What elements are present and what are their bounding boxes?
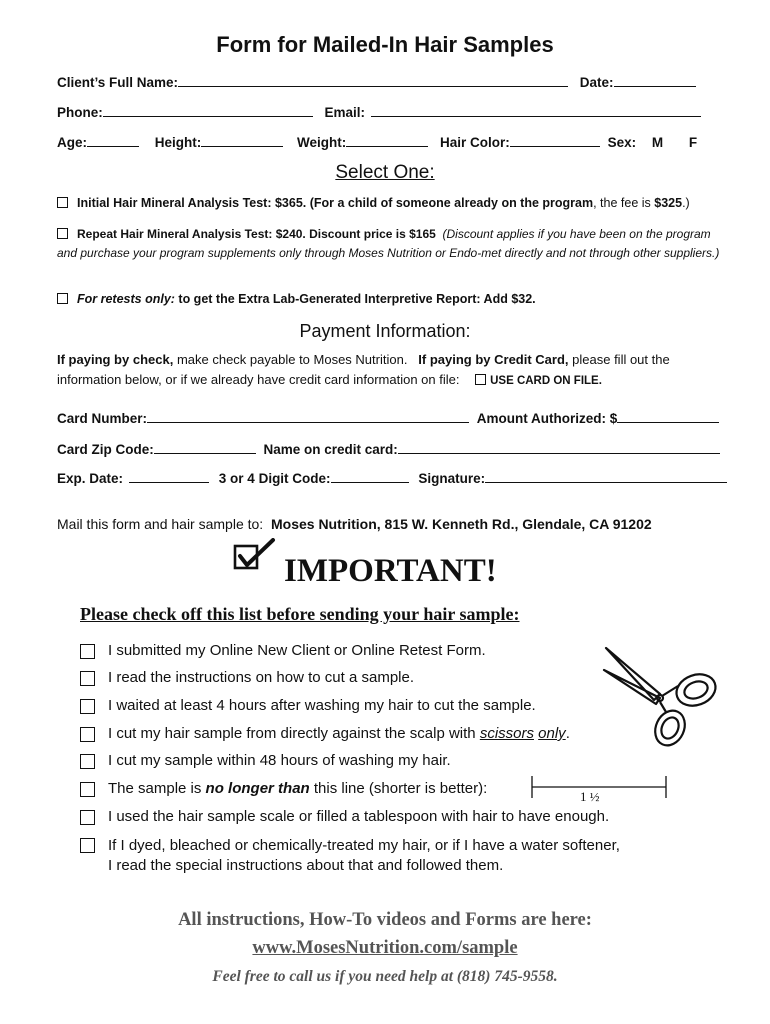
checklist-item[interactable]	[80, 780, 487, 797]
mail-line	[57, 516, 652, 532]
code-label: 3 or 4 Digit Code:	[218, 471, 331, 486]
checkbox-icon[interactable]	[80, 699, 95, 714]
payment-heading: Payment Information:	[299, 321, 471, 341]
measure-line	[530, 774, 670, 802]
option-initial-end: .)	[682, 196, 690, 210]
email-label: Email:	[324, 105, 366, 120]
client-name-row	[57, 72, 696, 90]
checkbox-icon[interactable]	[57, 228, 68, 239]
checklist-item-6-text: The sample is	[108, 780, 206, 797]
option-repeat-note: (Discount applies if you have been on the program and purchase your program supplements only through Moses Nutrition or Endo-met directly and not through other suppliers.)	[57, 227, 720, 260]
checklist-item[interactable]	[80, 752, 451, 769]
hair-color-label: Hair Color:	[440, 135, 510, 150]
signature-label: Signature:	[418, 471, 486, 486]
scissors-icon	[598, 640, 722, 750]
checkbox-icon[interactable]	[80, 671, 95, 686]
phone-row	[57, 102, 701, 120]
measure-label: 1 ½	[580, 789, 600, 804]
checkbox-icon[interactable]	[80, 644, 95, 659]
zip-row	[57, 439, 720, 457]
checkbox-icon[interactable]	[80, 810, 95, 825]
code-field[interactable]	[331, 468, 409, 483]
weight-field[interactable]	[346, 132, 428, 147]
check-rest: make check payable to Moses Nutrition.	[173, 352, 408, 367]
checklist-item-6-rest: this line (shorter is better):	[309, 780, 488, 797]
exp-row	[57, 468, 727, 486]
select-one-heading: Select One:	[335, 162, 435, 183]
name-on-card-field[interactable]	[398, 439, 720, 454]
check-bold: If paying by check,	[57, 352, 174, 367]
card-bold: If paying by Credit Card,	[418, 352, 569, 367]
option-initial-test[interactable]	[57, 196, 690, 210]
checklist-item-5-text: I cut my sample within 48 hours of washing my hair.	[108, 752, 451, 769]
checkmark-icon	[233, 538, 277, 572]
checklist-item[interactable]	[80, 808, 609, 825]
payment-line-2-text: information below, or if we already have credit card information on file:	[57, 372, 460, 387]
checklist-item[interactable]	[80, 697, 536, 714]
date-field[interactable]	[614, 72, 696, 87]
hair-color-field[interactable]	[510, 132, 600, 147]
option-retest-italic: For retests only:	[77, 292, 175, 306]
checklist-item-1-text: I submitted my Online New Client or Online Retest Form.	[108, 642, 486, 659]
option-repeat-test[interactable]	[57, 225, 722, 263]
no-longer-emphasis: no longer than	[205, 780, 310, 797]
scissors-emphasis: scissors	[479, 725, 534, 742]
email-field[interactable]	[371, 102, 701, 117]
date-label: Date:	[579, 75, 614, 90]
important-heading: IMPORTANT!	[284, 553, 497, 589]
height-label: Height:	[154, 135, 202, 150]
weight-label: Weight:	[297, 135, 347, 150]
checklist-item-3-text: I waited at least 4 hours after washing my hair to cut the sample.	[108, 697, 536, 714]
payment-line-1	[57, 352, 670, 367]
only-emphasis: only	[538, 725, 566, 742]
client-name-field[interactable]	[178, 72, 568, 87]
checklist-heading: Please check off this list before sending your hair sample:	[80, 604, 520, 624]
card-rest: please fill out the	[568, 352, 670, 367]
checkbox-icon[interactable]	[80, 838, 95, 853]
page-title: Form for Mailed-In Hair Samples	[216, 32, 554, 57]
option-initial-price: $325	[654, 196, 683, 210]
checkbox-icon[interactable]	[80, 782, 95, 797]
stats-row	[57, 132, 697, 150]
footer-line-1: All instructions, How-To videos and Forms are here:	[178, 910, 592, 930]
signature-field[interactable]	[485, 468, 727, 483]
exp-field[interactable]	[129, 468, 209, 483]
checklist-item[interactable]	[80, 725, 570, 742]
checkbox-icon[interactable]	[80, 727, 95, 742]
checklist-item-7-text: I used the hair sample scale or filled a tablespoon with hair to have enough.	[108, 808, 610, 825]
card-number-row	[57, 408, 719, 426]
mail-address: Moses Nutrition, 815 W. Kenneth Rd., Glendale, CA 91202	[270, 516, 652, 532]
name-on-card-label: Name on credit card:	[263, 442, 398, 457]
footer-phone: Feel free to call us if you need help at (818) 745-9558.	[212, 968, 558, 985]
footer-link[interactable]: www.MosesNutrition.com/sample	[252, 938, 518, 958]
checkbox-icon[interactable]	[475, 374, 486, 385]
card-number-label: Card Number:	[57, 411, 148, 426]
option-initial-rest: , the fee is	[593, 196, 655, 210]
amount-label: Amount Authorized: $	[476, 411, 618, 426]
option-retest[interactable]	[57, 292, 536, 306]
height-field[interactable]	[201, 132, 283, 147]
option-repeat-bold: Repeat Hair Mineral Analysis Test: $240. Discount price is $165	[77, 227, 436, 241]
sex-option-f[interactable]: F	[688, 135, 698, 150]
checklist-item-4-text: I cut my hair sample from directly against the scalp with	[108, 725, 480, 742]
checkbox-icon[interactable]	[57, 197, 68, 208]
zip-label: Card Zip Code:	[57, 442, 154, 457]
amount-field[interactable]	[617, 408, 719, 423]
exp-label: Exp. Date:	[57, 471, 124, 486]
option-retest-rest: to get the Extra Lab-Generated Interpretive Report: Add $32.	[174, 292, 536, 306]
checklist-item-8-text: If I dyed, bleached or chemically-treated my hair, or if I have a water softener, I read the special instructions about that and followed them.	[108, 837, 620, 874]
age-label: Age:	[57, 135, 87, 150]
phone-label: Phone:	[57, 105, 103, 120]
phone-field[interactable]	[103, 102, 313, 117]
age-field[interactable]	[87, 132, 139, 147]
zip-field[interactable]	[154, 439, 256, 454]
use-card-on-file[interactable]: USE CARD ON FILE.	[490, 375, 602, 387]
mail-prefix: Mail this form and hair sample to:	[57, 516, 264, 532]
sex-label: Sex:	[607, 135, 637, 150]
payment-line-2	[57, 372, 602, 387]
card-number-field[interactable]	[147, 408, 469, 423]
option-initial-bold: Initial Hair Mineral Analysis Test: $365. (For a child of someone already on the program	[77, 196, 594, 210]
checklist-item-2-text: I read the instructions on how to cut a sample.	[108, 669, 414, 686]
checklist-item[interactable]	[80, 642, 486, 659]
client-name-label: Client’s Full Name:	[57, 75, 179, 90]
checklist-item[interactable]	[80, 836, 620, 876]
sex-option-m[interactable]: M	[651, 135, 664, 150]
checkbox-icon[interactable]	[57, 293, 68, 304]
checklist-item[interactable]	[80, 669, 414, 686]
checkbox-icon[interactable]	[80, 754, 95, 769]
checklist-item-4-end: .	[565, 725, 570, 742]
